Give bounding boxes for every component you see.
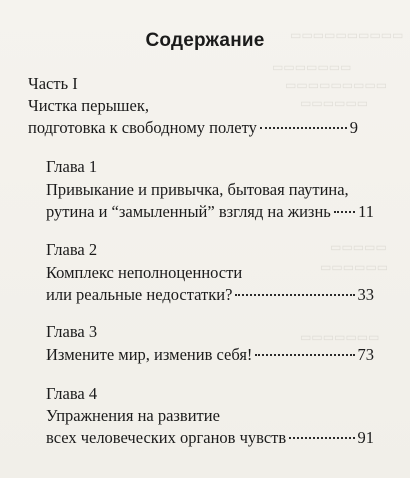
chapter-title-line1: Комплекс неполноценности — [46, 263, 243, 282]
show-through-text: ▭▭▭▭▭▭ — [300, 96, 369, 110]
part-label: Часть I — [28, 74, 78, 93]
chapter-label: Глава 1 — [46, 157, 98, 176]
page-number: 73 — [357, 345, 374, 364]
chapter-title-line2: или реальные недостатки? — [46, 285, 233, 304]
toc-entry-chapter-2[interactable] — [46, 285, 374, 305]
chapter-title: Измените мир, изменив себя! — [46, 345, 253, 364]
part-title-line1: Чистка перышек, — [28, 96, 149, 115]
page-title: Содержание — [145, 30, 265, 51]
dot-leader — [260, 126, 347, 129]
chapter-title-line2: всех человеческих органов чувств — [46, 428, 287, 447]
show-through-text: ▭▭▭▭▭▭▭ — [272, 60, 352, 74]
toc-entry-part[interactable] — [28, 118, 358, 138]
dot-leader — [334, 210, 355, 213]
chapter-label: Глава 2 — [46, 240, 98, 259]
show-through-text: ▭▭▭▭▭▭▭▭▭▭ — [290, 28, 404, 42]
dot-leader — [289, 436, 354, 439]
toc-entry-chapter-4[interactable] — [46, 428, 374, 448]
page-number: 11 — [358, 202, 374, 221]
chapter-title-line2: рутина и “замыленный” взгляд на жизнь — [46, 202, 331, 221]
part-title-line2: подготовка к свободному полету — [28, 118, 257, 137]
page-number: 91 — [357, 428, 374, 447]
dot-leader — [235, 293, 354, 296]
page-number: 9 — [349, 118, 358, 137]
toc-entry-chapter-3[interactable] — [46, 345, 374, 365]
chapter-title-line1: Упражнения на развитие — [46, 406, 220, 425]
show-through-text: ▭▭▭▭▭▭ — [320, 260, 389, 274]
dot-leader — [255, 353, 354, 356]
chapter-label: Глава 4 — [46, 384, 98, 403]
toc-entry-chapter-1[interactable] — [46, 202, 374, 222]
show-through-text: ▭▭▭▭▭ — [330, 240, 387, 254]
show-through-text: ▭▭▭▭▭▭▭▭▭ — [285, 78, 388, 92]
page-number: 33 — [357, 285, 374, 304]
show-through-text: ▭▭▭▭▭▭▭ — [300, 330, 380, 344]
chapter-label: Глава 3 — [46, 322, 98, 341]
chapter-title-line1: Привыкание и привычка, бытовая паутина, — [46, 180, 349, 199]
